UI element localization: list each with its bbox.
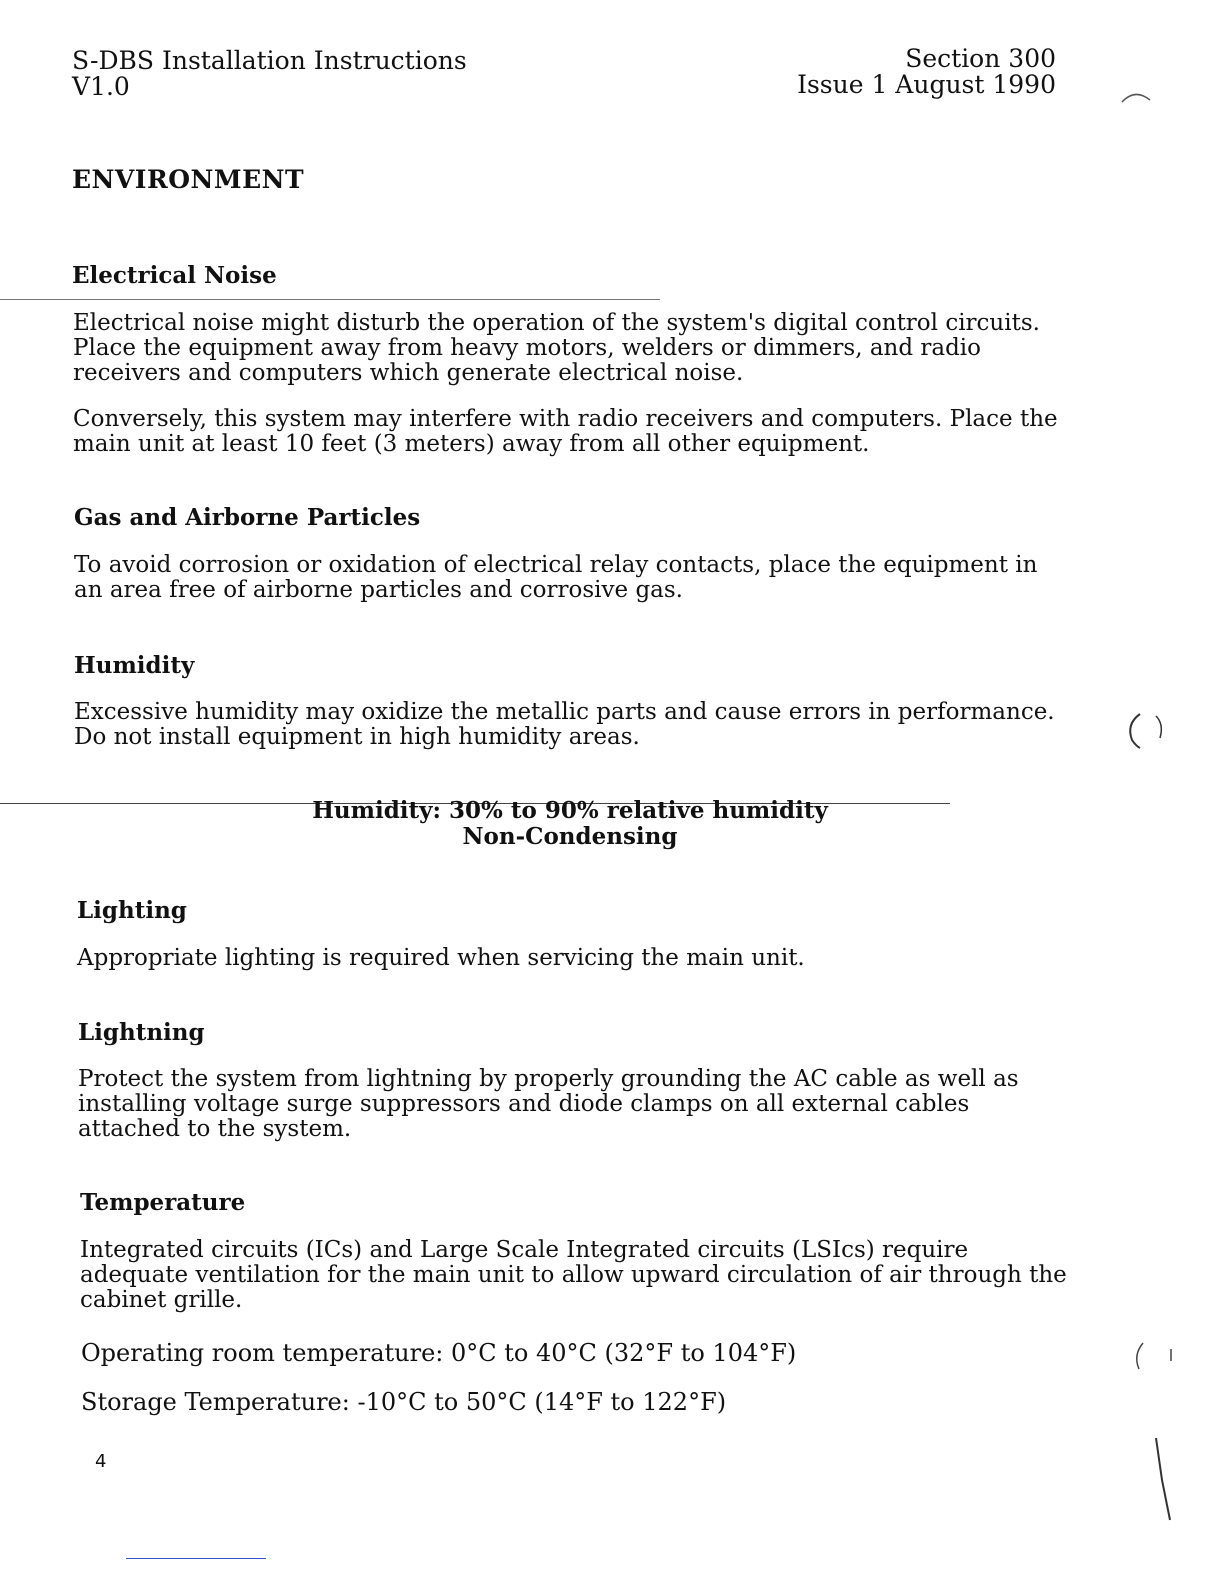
page-number: 4 [95, 1451, 107, 1472]
section-label: Section 300 [905, 44, 1056, 73]
doc-title: S-DBS Installation Instructions [72, 46, 467, 75]
header-right [797, 46, 1056, 98]
humidity-spec-condensing: Non-Condensing [462, 823, 678, 850]
paragraph-gas-particles: To avoid corrosion or oxidation of electrical relay contacts, place the equipment in an area free of airborne particles and corrosive gas. [74, 552, 1038, 603]
paragraph-electrical-noise-1: Electrical noise might disturb the operation of the system's digital control circuits. Place the equipment away from heavy motors, welders or dimmers, and radio receivers and computers which generate electrical noise. [73, 310, 1040, 386]
heading-humidity: Humidity [74, 652, 195, 679]
scan-mark-icon [1150, 1430, 1190, 1530]
heading-gas-particles: Gas and Airborne Particles [74, 504, 421, 531]
punch-hole-icon [1125, 1335, 1185, 1385]
heading-temperature: Temperature [80, 1189, 246, 1216]
humidity-spec [250, 798, 890, 850]
issue-date: Issue 1 August 1990 [797, 70, 1056, 99]
heading-electrical-noise: Electrical Noise [72, 262, 277, 289]
paragraph-lighting: Appropriate lighting is required when servicing the main unit. [77, 945, 805, 971]
paragraph-electrical-noise-2: Conversely, this system may interfere with radio receivers and computers. Place the main unit at least 10 feet (3 meters) away from all other equipment. [73, 406, 1058, 457]
page-title: ENVIRONMENT [72, 165, 305, 194]
punch-hole-icon [1110, 80, 1170, 140]
header-left [72, 48, 467, 100]
paragraph-lightning: Protect the system from lightning by properly grounding the AC cable as well as installing voltage surge suppressors and diode clamps on all external cables attached to the system. [78, 1066, 1019, 1142]
paragraph-humidity: Excessive humidity may oxidize the metallic parts and cause errors in performance. Do not install equipment in high humidity areas. [74, 699, 1055, 750]
heading-lighting: Lighting [77, 897, 187, 924]
footer-line [126, 1558, 266, 1559]
doc-version: V1.0 [72, 72, 130, 101]
divider [0, 299, 660, 300]
humidity-spec-range: Humidity: 30% to 90% relative humidity [312, 797, 828, 824]
storage-temperature: Storage Temperature: -10°C to 50°C (14°F to 122°F) [81, 1388, 727, 1416]
paragraph-temperature: Integrated circuits (ICs) and Large Scale Integrated circuits (LSIcs) require adequate ventilation for the main unit to allow upward circulation of air through the cabinet grille. [80, 1237, 1067, 1313]
operating-temperature: Operating room temperature: 0°C to 40°C (32°F to 104°F) [81, 1339, 797, 1367]
punch-hole-icon [1118, 706, 1178, 766]
heading-lightning: Lightning [78, 1019, 205, 1046]
